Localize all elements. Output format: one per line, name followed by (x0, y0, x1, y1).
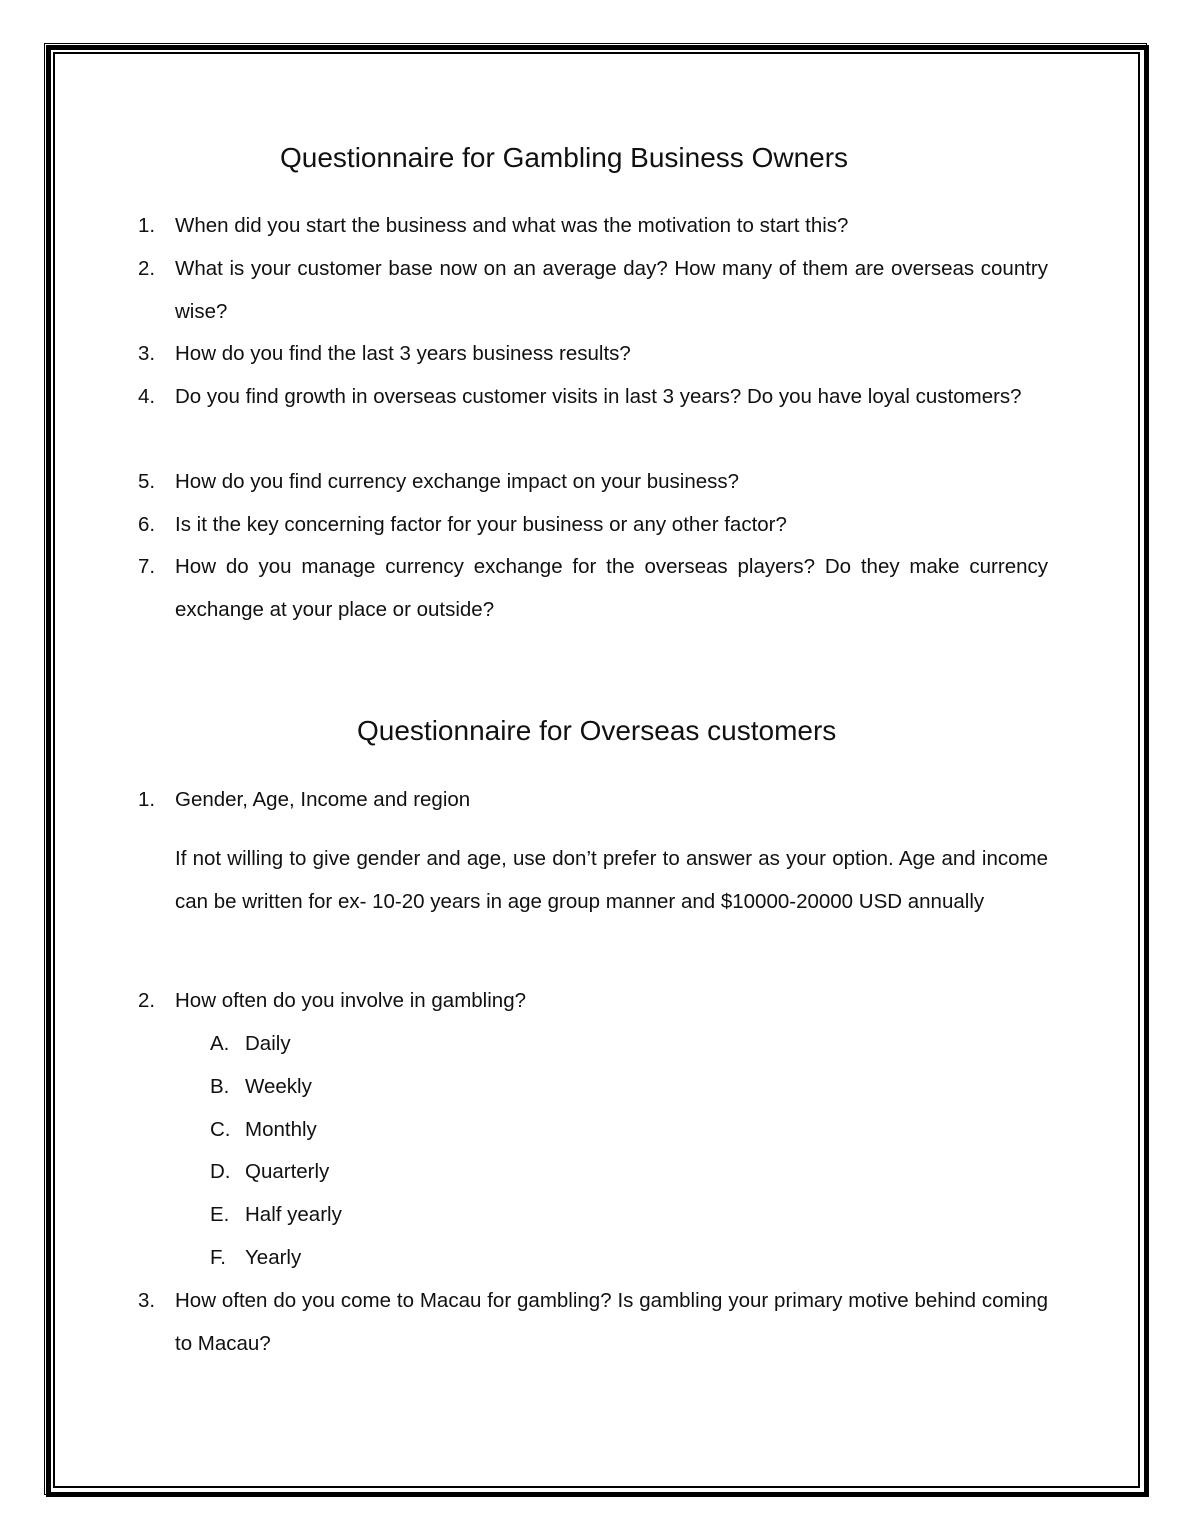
option-text: Quarterly (245, 1160, 330, 1183)
business-question-6 (138, 504, 1048, 547)
business-question-2 (138, 248, 1048, 333)
option-letter: B. (210, 1075, 230, 1098)
question-number: 1. (138, 788, 156, 811)
option-text: Daily (245, 1032, 291, 1055)
option-letter: F. (210, 1246, 226, 1269)
section-title-overseas-customers: Questionnaire for Overseas customers (357, 715, 837, 746)
question-text: How do you manage currency exchange for the overseas players? Do they make currency exchange at your place or outside? (175, 555, 1048, 621)
question-text: Do you find growth in overseas customer visits in last 3 years? Do you have loyal customers? (175, 385, 1022, 408)
question-number: 3. (138, 1289, 156, 1312)
question-number: 3. (138, 342, 156, 365)
question-number: 2. (138, 989, 156, 1012)
option-letter: A. (210, 1032, 230, 1055)
business-question-4 (138, 376, 1048, 419)
answer-option (210, 1066, 312, 1109)
option-text: Weekly (245, 1075, 312, 1098)
option-text: Monthly (245, 1118, 317, 1141)
question-text: How do you find the last 3 years business results? (175, 342, 631, 365)
question-text: What is your customer base now on an average day? How many of them are overseas country wise? (175, 257, 1048, 323)
business-question-1 (138, 205, 1048, 248)
question-number: 7. (138, 555, 156, 578)
question-number: 4. (138, 385, 156, 408)
section-title-business-owners: Questionnaire for Gambling Business Owners (280, 142, 849, 173)
answer-option (210, 1151, 329, 1194)
answer-guidance-note: If not willing to give gender and age, use don’t prefer to answer as your option. Age and income can be written for ex- 10-20 years in age group manner and $10000-20000 USD annually (175, 847, 1048, 913)
question-text: How often do you involve in gambling? (175, 989, 526, 1012)
option-letter: E. (210, 1203, 230, 1226)
answer-option (210, 1194, 342, 1237)
option-letter: D. (210, 1160, 231, 1183)
answer-option (210, 1109, 317, 1152)
customer-question-2 (138, 980, 1048, 1023)
option-text: Half yearly (245, 1203, 342, 1226)
option-text: Yearly (245, 1246, 302, 1269)
customer-question-1 (138, 779, 1048, 822)
question-number: 1. (138, 214, 156, 237)
business-question-7 (138, 546, 1048, 631)
question-text: When did you start the business and what was the motivation to start this? (175, 214, 849, 237)
option-letter: C. (210, 1118, 231, 1141)
question-text: How do you find currency exchange impact on your business? (175, 470, 740, 493)
question-text: How often do you come to Macau for gambling? Is gambling your primary motive behind coming to Macau? (175, 1289, 1048, 1355)
question-text: Gender, Age, Income and region (175, 788, 471, 811)
customer-question-3 (138, 1280, 1048, 1365)
answer-option (210, 1023, 291, 1066)
question-number: 6. (138, 513, 156, 536)
business-question-3 (138, 333, 1048, 376)
question-text: Is it the key concerning factor for your business or any other factor? (175, 513, 787, 536)
business-question-5 (138, 461, 1048, 504)
question-number: 5. (138, 470, 156, 493)
question-number: 2. (138, 257, 156, 280)
answer-option (210, 1237, 301, 1280)
